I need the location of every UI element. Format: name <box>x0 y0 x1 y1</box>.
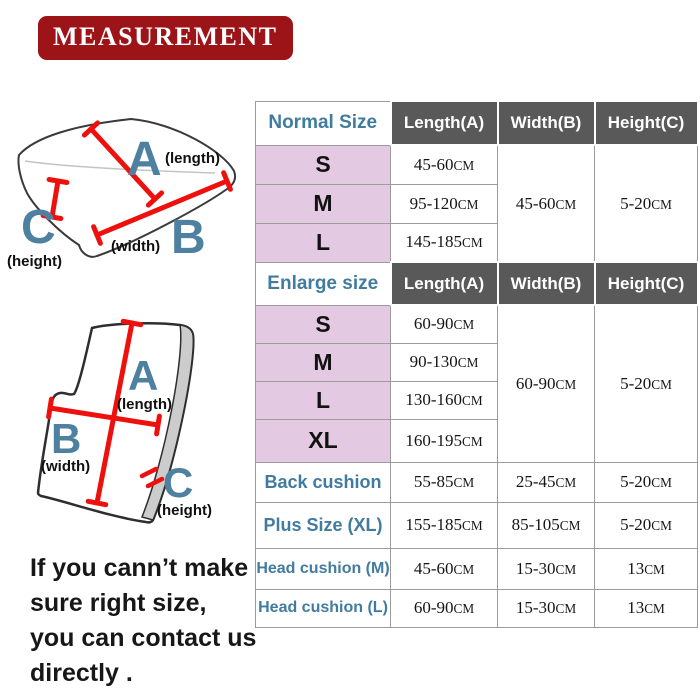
label-b: B <box>171 211 206 264</box>
width-cell: 85-105CM <box>498 502 595 548</box>
label-a: A <box>128 352 159 399</box>
label-b: B <box>51 415 82 462</box>
size-table <box>255 100 699 628</box>
col-header-width: Width(B) <box>498 262 595 305</box>
page-title: MEASUREMENT <box>38 16 293 60</box>
enlarge-size-header: Enlarge size <box>256 262 391 305</box>
back-cushion-diagram <box>15 295 225 535</box>
col-header-height: Height(C) <box>595 262 698 305</box>
label-c: C <box>163 459 194 506</box>
height-cell: 5-20CM <box>595 462 698 502</box>
length-cell: 60-90CM <box>391 305 498 343</box>
note-line: sure right size, <box>30 589 207 617</box>
size-cell: XL <box>256 419 391 462</box>
width-cell: 15-30CM <box>498 548 595 589</box>
length-cell: 90-130CM <box>391 343 498 381</box>
length-cell: 160-195CM <box>391 419 498 462</box>
size-cell: S <box>256 305 391 343</box>
contact-note <box>30 551 256 691</box>
length-cell: 45-60CM <box>391 145 498 184</box>
col-header-length: Length(A) <box>391 262 498 305</box>
length-cell: 130-160CM <box>391 381 498 419</box>
note-line: If you cann’t make <box>30 554 249 582</box>
size-cell: L <box>256 381 391 419</box>
size-cell: M <box>256 343 391 381</box>
length-cell: 45-60CM <box>391 548 498 589</box>
length-cell: 155-185CM <box>391 502 498 548</box>
label-c: C <box>21 201 56 254</box>
col-header-width: Width(B) <box>498 101 595 145</box>
label-b-sub: (width) <box>41 458 91 475</box>
table-row <box>256 101 698 145</box>
table-row <box>256 502 698 548</box>
height-cell: 13CM <box>595 589 698 627</box>
label-a: A <box>127 133 162 186</box>
width-cell: 45-60CM <box>498 145 595 262</box>
height-cell: 5-20CM <box>595 305 698 462</box>
label-a-sub: (length) <box>117 396 172 413</box>
head-cushion-l-label: Head cushion (L) <box>256 589 391 627</box>
length-cell: 55-85CM <box>391 462 498 502</box>
height-cell: 5-20CM <box>595 145 698 262</box>
note-line: you can contact us <box>30 624 257 652</box>
table-row <box>256 462 698 502</box>
width-cell: 60-90CM <box>498 305 595 462</box>
table-row <box>256 548 698 589</box>
label-c-sub: (height) <box>157 502 212 519</box>
table-row <box>256 145 698 184</box>
table-row <box>256 589 698 627</box>
label-a-sub: (length) <box>165 150 220 167</box>
height-cell: 13CM <box>595 548 698 589</box>
normal-size-header: Normal Size <box>256 101 391 145</box>
seat-cushion-diagram <box>5 93 255 281</box>
head-cushion-m-label: Head cushion (M) <box>256 548 391 589</box>
note-line: directly . <box>30 659 133 687</box>
length-cell: 145-185CM <box>391 223 498 262</box>
length-cell: 95-120CM <box>391 184 498 223</box>
length-cell: 60-90CM <box>391 589 498 627</box>
table-row <box>256 262 698 305</box>
height-cell: 5-20CM <box>595 502 698 548</box>
width-cell: 15-30CM <box>498 589 595 627</box>
table-row <box>256 305 698 343</box>
col-header-height: Height(C) <box>595 101 698 145</box>
back-cushion-label: Back cushion <box>256 462 391 502</box>
width-cell: 25-45CM <box>498 462 595 502</box>
size-cell: S <box>256 145 391 184</box>
col-header-length: Length(A) <box>391 101 498 145</box>
label-b-sub: (width) <box>111 238 161 255</box>
label-c-sub: (height) <box>7 253 62 270</box>
plus-size-label: Plus Size (XL) <box>256 502 391 548</box>
size-cell: M <box>256 184 391 223</box>
size-cell: L <box>256 223 391 262</box>
